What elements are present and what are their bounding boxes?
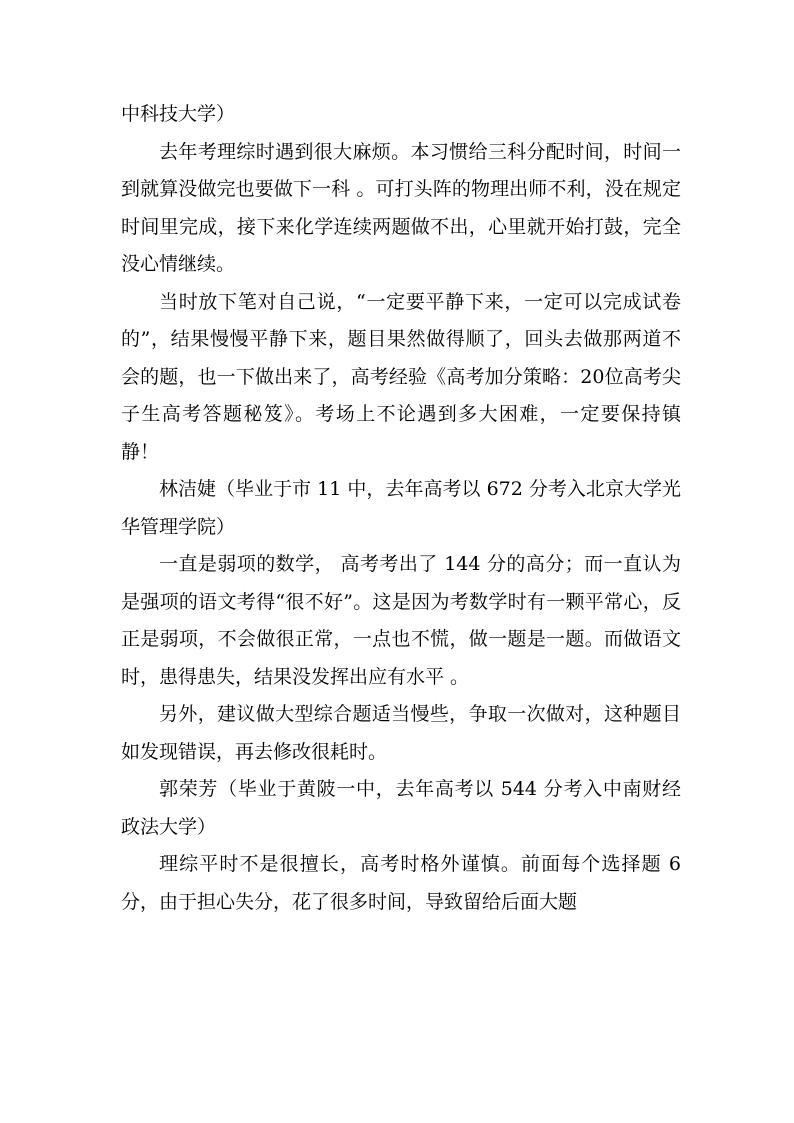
paragraph-continuation: 中科技大学） <box>121 103 236 125</box>
paragraph-math-experience: 一直是弱项的数学， 高考考出了 144 分的高分；而一直认为是强项的语文考得“很不好”。这是因为考数学时有一颗平常心，反正是弱项，不会做很正常，一点也不慌，做一题是一题。而做语文时，患得患失，结果没发挥出应有水平 。 <box>121 553 681 688</box>
paragraph-advice-slow: 另外，建议做大型综合题适当慢些，争取一次做对，这种题目如发现错误，再去修改很耗时。 <box>121 703 681 763</box>
paragraph-student-intro-lin: 林洁婕（毕业于市 11 中，去年高考以 672 分考入北京大学光华管理学院） <box>121 478 681 538</box>
paragraph-stay-calm: 当时放下笔对自己说，“一定要平静下来，一定可以完成试卷的”，结果慢慢平静下来，题目果然做得顺了，回头去做那两道不会的题，也一下做出来了，高考经验《高考加分策略：20位高考尖子生高考答题秘笈》。考场上不论遇到多大困难，一定要保持镇静！ <box>121 290 681 463</box>
document-body <box>121 96 681 921</box>
paragraph-student-intro-guo: 郭荣芳（毕业于黄陂一中，去年高考以 544 分考入中南财经政法大学） <box>121 778 681 838</box>
paragraph-exam-trouble: 去年考理综时遇到很大麻烦。本习惯给三科分配时间，时间一到就算没做完也要做下一科 。可打头阵的物理出师不利，没在规定时间里完成，接下来化学连续两题做不出，心里就开始打鼓，完全没心情继续。 <box>121 140 681 275</box>
paragraph-science-caution: 理综平时不是很擅长，高考时格外谨慎。前面每个选择题 6 分，由于担心失分，花了很多时间，导致留给后面大题 <box>121 853 681 913</box>
